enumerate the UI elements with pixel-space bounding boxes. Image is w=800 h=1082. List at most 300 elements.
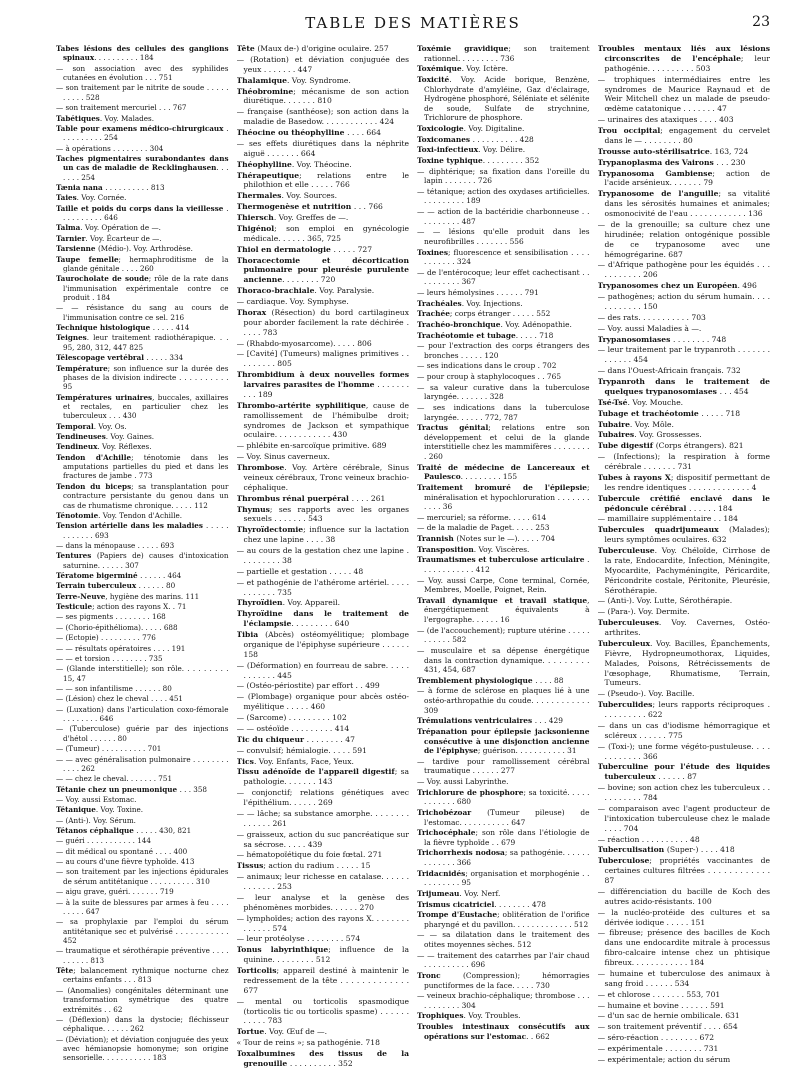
index-entry: Trompe d'Eustache; oblitération de l'orifice pharyngé et du pavillon. . . . . . . . . . . . . 512 (417, 910, 590, 929)
index-entry: Tendon du biceps; sa transplantation pour contracture persistante du genou dans un cas de rhumatisme chronique. . . . . 112 (56, 481, 229, 510)
index-entry: Toxicologie. Voy. Digitaline. (417, 124, 525, 133)
index-entry: — Voy. aussi Labyrinthe. (417, 777, 509, 786)
page-number: 23 (752, 14, 770, 30)
entry-headword: Tarsienne (56, 244, 98, 254)
index-entry: Traumatismes et tuberculose articulaire . . . . . . . . . . . . 412 (417, 555, 590, 574)
index-entry: Taurocholate de soude; rôle de la rate dans l'immunisation expérimentale contre ce produit . 184 (56, 274, 229, 302)
index-entry: — son traitement par le nitrite de soude . . . . . . . . . . 528 (56, 83, 229, 102)
entry-headword: Trypanoplasma des Vairons (597, 157, 717, 167)
entry-headword: Tronc (417, 970, 463, 980)
entry-headword: Thymus (236, 504, 270, 514)
index-entry: Tremblement physiologique . . . . 88 (417, 675, 564, 685)
index-entry: Trachéotomie et tubage. . . . . 718 (417, 330, 554, 340)
index-entry: — — sa dilatation dans le traitement des otites moyennes sèches. 512 (417, 930, 590, 949)
index-entry: — (Toxi-); une forme végéto-pustuleuse. . . . . . . . . . . . 366 (597, 741, 770, 761)
index-entry: Tubercules quadrijumeaux (Malades); leurs symptômes oculaires. 632 (597, 525, 770, 545)
index-entry: Taille et poids du corps dans la vieillesse . . . . . . . . . . 646 (56, 203, 229, 223)
index-entry: Tubage et trachéotomie . . . . . 718 (597, 408, 741, 418)
entry-headword: Tuberculisation (597, 845, 667, 855)
index-entry: Traitement bromuré de l'épilepsie; minéralisation et hypochloruration . . . . . . . . . . . 36 (417, 482, 590, 512)
index-entry: Thrombose. Voy. Artère cérébrale, Sinus veineux cérébraux, Tronc veineux brachio-céphalique. (236, 463, 409, 492)
index-entry: — phlébite en-sarcoïque primitive. 689 (236, 441, 387, 451)
index-entry: Trachéales. Voy. Injections. (417, 298, 523, 308)
index-entry: — (Lésion) chez le cheval . . . . 451 (56, 694, 183, 704)
index-entry: Teignes. leur traitement radiothérapique. . . 95, 280, 312, 447 825 (56, 333, 229, 352)
index-entry: — française (santhéose); son action dans la maladie de Basedow. . . . . . . . . . . . 424 (236, 107, 409, 127)
entry-headword: Trypanosome de l'anguille (597, 189, 719, 199)
entry-headword: Terrain tuberculeux (56, 581, 139, 591)
entry-headword: Trichorrhexis nodosa (417, 848, 505, 858)
entry-headword: Tendineux (56, 442, 98, 452)
index-entry: Tête (Maux de-) d'origine oculaire. 257 (236, 44, 389, 53)
entry-headword: Tétanique (56, 805, 96, 815)
index-entry: — — avec généralisation pulmonaire . . . . . . . . . . . . 262 (56, 754, 229, 773)
index-entry: — veineux brachio-céphalique; thrombose . . . . . . . . . . . 304 (417, 991, 590, 1010)
index-entry: — diphtérique; sa fixation dans l'oreille du lapin . . . . . . . 726 (417, 166, 590, 186)
index-entry: Tissus; action du radium . . . . . 15 (236, 861, 371, 871)
index-entry: — hématopoïétique du foie fœtal. 271 (236, 850, 383, 860)
index-entry: Thyroïdectomie; influence sur la lactation chez une lapine . . . . 38 (236, 525, 409, 545)
index-entry: — d'Afrique pathogène pour les équidés . . . . . . . . . . . 206 (597, 260, 770, 280)
entry-headword: Tics (236, 756, 254, 766)
index-entry: Trannish (Notes sur le —). . . . . 704 (417, 534, 555, 543)
index-entry: Trijumeau. Voy. Nerf. (417, 888, 501, 898)
index-entry: — (Chorio-épithélioma). . . . . 688 (56, 622, 178, 632)
index-entry: — au cours d'une fièvre typhoïde. 413 (56, 857, 195, 867)
index-entry: Tuberculose; propriétés vaccinantes de certaines cultures filtrées . . . . . . . . . . . . 87 (597, 856, 770, 885)
index-entry: — (Luxation) dans l'articulation coxo-fémorale . . . . . . . . 646 (56, 704, 229, 724)
index-entry: — au cours de la gestation chez une lapine . . . . . . . . . 38 (236, 546, 409, 565)
index-entry: Thalamique. Voy. Syndrome. (236, 75, 351, 85)
index-entry: Thrombus rénal puerpéral . . . . 261 (236, 493, 386, 503)
index-entry: Trachéo-bronchique. Voy. Adénopathie. (417, 319, 572, 329)
index-entry: — leur traitement par le trypanroth . . . . . . . . . . . . . 454 (597, 345, 770, 365)
index-entry: — son traitement par les injections épidurales de sérum antitétanique . . . . . . . . . . 310 (56, 867, 229, 886)
index-entry: Trépanation pour épilepsie jacksonienne consécutive à une disjonction ancienne de l'épiphyse; guérison. . . . . . . . . . . 31 (417, 726, 590, 756)
index-entry: — cardiaque. Voy. Symphyse. (236, 297, 349, 306)
index-entry: Tendineux. Voy. Réflexes. (56, 442, 152, 452)
index-entry: — tardive pour ramollissement cérébral traumatique . . . . . . 277 (417, 756, 590, 776)
entry-headword: Trépanation pour épilepsie jacksonienne consécutive à une disjonction ancienne de l'épiphyse (417, 726, 590, 756)
index-entry: — humaine et tuberculose des animaux à sang froid . . . . . . 534 (597, 968, 770, 988)
index-entry: Thrombo-artérite syphilitique, cause de ramollissement de l'hémibulbe droit; syndromes de Jackson et sympathique oculaire. . . . . . . . . . . . 430 (236, 400, 409, 440)
index-entry: — (Déviation); et déviation conjuguée des yeux avec hémianopsie homonyme; son origine sensorielle. . . . . . . . . . . 183 (56, 1034, 229, 1063)
index-entry: Théobromine; mécanisme de son action diurétique. . . . . . . 810 (236, 86, 409, 106)
entry-headword: Températures urinaires (56, 392, 153, 402)
index-entry: — (Anti-). Voy. Lutte, Sérothérapie. (597, 596, 733, 606)
index-entry: Tronc (Compression); hémorragies punctiformes de la face. . . . . 730 (417, 970, 590, 990)
index-entry: — partielle et gestation . . . . . 48 (236, 566, 364, 576)
index-entry: — Voy. Sinus caverneux. (236, 452, 330, 462)
entry-headword: Trompe d'Eustache (417, 910, 498, 920)
index-entry: Tridacnidés; organisation et morphogénie . . . . . . . . . . 95 (417, 868, 590, 888)
index-entry: — sa prophylaxie par l'emploi du sérum antitétanique sec et pulvérisé . . . . . . . . . . . 452 (56, 917, 229, 945)
entry-headword: Toxémique (417, 64, 462, 74)
index-entry: Tubaires. Voy. Grossesses. (597, 430, 702, 440)
index-entry: Trypanroth dans le traitement de quelques trypanosomiases . . . 454 (597, 377, 770, 396)
entry-headword: Toxicité (417, 74, 450, 84)
index-entry: Trypanoplasma des Vairons . . . 230 (597, 157, 746, 167)
index-entry: — trophiques intermédiaires entre les syndromes de Maurice Raynaud et de Weir Mitchell chez un malade de pseudo-œdème catatonique . . . . . . . 47 (597, 74, 770, 114)
entry-headword: Tremblement physiologique (417, 675, 536, 685)
entry-headword: Tuberculeuses (597, 618, 659, 628)
entry-headword: Tuberculeuse (597, 546, 655, 555)
entry-headword: Trophiques (417, 1011, 464, 1021)
index-entry: — à la suite de blessures par armes à feu . . . . . . . . . 647 (56, 897, 229, 916)
index-entry: — traumatique et sérothérapie préventive . . . . . . . . . . 813 (56, 946, 229, 965)
entry-headword: Traitement bromuré de l'épilepsie (417, 482, 587, 492)
entry-headword: Trichobézoar (417, 807, 488, 817)
index-entry: Télescopage vertébral . . . . . 334 (56, 353, 184, 363)
entry-headword: Toxines (417, 247, 449, 257)
index-entry: — sa valeur curative dans la tuberculose laryngée. . . . . . . 328 (417, 382, 590, 402)
index-entry: — dans un cas d'iodisme hémorragique et scléreux . . . . . . 775 (597, 720, 770, 740)
entry-headword: Thiol en dermatologie (236, 244, 334, 254)
running-title: TABLE DES MATIÈRES (305, 14, 521, 32)
index-entry: — comparaison avec l'agent producteur de l'intoxication tuberculeuse chez le malade . . . . 704 (597, 803, 770, 833)
index-entry: Thorax (Résection) du bord cartilagineux pour aborder facilement la rate déchirée . . . . . 783 (236, 307, 409, 337)
entry-headword: Transposition (417, 544, 474, 554)
entry-headword: Traité de médecine de Lancereaux et Paulesco (417, 462, 590, 482)
index-entry: Températures urinaires, buccales, axillaires et rectales, en particulier chez les tuberculeux . . . 430 (56, 392, 229, 421)
index-entry: — — chez le cheval. . . . . . . 751 (56, 774, 173, 784)
index-entry: Taupe femelle; hermaphroditisme de la glande génitale . . . . 260 (56, 254, 229, 273)
index-entry: Thrombidium à deux nouvelles formes larvaires parasites de l'homme . . . . . . . . . . 189 (236, 370, 409, 399)
index-entry: — fibreuse; présence des bacilles de Koch dans une endocardite mitrale à processus fibro-calcaire intense chez un phtisique fibreux. . . . . . . . . . . . 184 (597, 928, 770, 967)
index-entry: Théocine ou théophylline . . . . 664 (236, 128, 381, 137)
entry-headword: Thrombidium à deux nouvelles formes larvaires parasites de l'homme (236, 370, 409, 389)
index-entry: Toxémique. Voy. Ictère. (417, 64, 508, 74)
index-entry: — Voy. aussi Maladies à —. (597, 323, 702, 333)
index-entry: Trismus cicatriciel. . . . . . . . 478 (417, 899, 546, 909)
index-entry: Trypanosome de l'anguille; sa vitalité dans les sérosités humaines et animales; osmonocivité de l'eau . . . . . . . . . . . . 136 (597, 189, 770, 218)
index-entry: Toxémie gravidique; son traitement rationnel. . . . . . . . . 736 (417, 44, 590, 63)
index-entry: — (Ectopie) . . . . . . . . . 776 (56, 633, 156, 643)
index-entry: — dans l'Ouest-Africain français. 732 (597, 366, 741, 376)
entry-headword: Tractus génital (417, 423, 489, 433)
index-entry: Thermales. Voy. Sources. (236, 191, 338, 201)
index-entry: Taches pigmentaires surabondantes dans un cas de maladie de Recklinghausen. . . . . . . 254 (56, 153, 229, 182)
index-entry: — de la grenouille; sa culture chez une hirudinée; relation ontogénique possible de ce trypanosome avec une hémogrégarine. 687 (597, 219, 770, 259)
entry-headword: Trachéotomie et tubage (417, 330, 516, 340)
entry-headword: Thrombose (236, 463, 285, 472)
index-entry: Tendon d'Achille; ténotomie dans les amputations partielles du pied et dans les fractures de jambe . 773 (56, 452, 229, 481)
index-entry: Tératome bigerminé . . . . . . 464 (56, 571, 182, 581)
index-entry: — expérimentale . . . . . . . . 731 (597, 1044, 719, 1053)
entry-headword: Thrombo-artérite syphilitique (236, 400, 366, 410)
entry-headword: Tortue (236, 1027, 265, 1037)
entry-headword: Tridacnidés (417, 868, 466, 878)
index-entry: — d'un sac de hernie ombilicale. 631 (597, 1011, 740, 1021)
index-entry: Terrain tuberculeux . . . . . . 80 (56, 581, 176, 591)
index-entry: Taies. Voy. Cornée. (56, 193, 127, 203)
entry-headword: Thalamique (236, 75, 287, 85)
index-entry: Toxine typhique. . . . . . . . . 352 (417, 155, 540, 165)
index-entry: Traité de médecine de Lancereaux et Paulesco. . . . . . . . . 155 (417, 462, 590, 482)
entry-headword: Taies (56, 193, 77, 203)
entry-headword: Thyroïdien (236, 598, 283, 608)
index-entry: Trémulations ventriculaires . . . 429 (417, 716, 563, 726)
index-entry: Testicule; action des rayons X. . 71 (56, 602, 187, 612)
entry-headword: Thorax (236, 307, 272, 317)
index-entry: Torticolis; appareil destiné à maintenir le redressement de la tête . . . . . . . . . . . . . 677 (236, 966, 409, 995)
entry-headword: Tubaire (597, 419, 630, 429)
index-entry: Tubaire. Voy. Môle. (597, 419, 674, 429)
index-entry: Tics. Voy. Enfants, Face, Yeux. (236, 756, 354, 766)
index-entry: Thoraco-brachiale. Voy. Paralysie. (236, 286, 375, 296)
index-entry: — (Tumeur) . . . . . . . . . . 701 (56, 744, 162, 754)
index-entry: Thymus; ses rapports avec les organes sexuels . . . . . . . 543 (236, 504, 409, 524)
index-entry: Thyroïdine dans le traitement de l'éclampsie. . . . . . . . . 640 (236, 609, 409, 629)
entry-headword: Toxine typhique (417, 155, 483, 165)
index-entry: Trophiques. Voy. Troubles. (417, 1011, 521, 1021)
index-entry: Tétanique. Voy. Toxine. (56, 805, 144, 815)
index-entry: Transposition. Voy. Viscères. (417, 544, 530, 554)
index-entry: — à forme de sclérose en plaques lié à une ostéo-arthropathie du coude. . . . . . . . . . . . 309 (417, 686, 590, 715)
entry-headword: Tête (56, 966, 74, 976)
entry-headword: Terre-Neuve (56, 591, 106, 601)
index-entry: — (Rhabdo-myosarcome). . . . . 806 (236, 338, 372, 348)
index-entry: — (Infections); la respiration à forme cérébrale . . . . . . . 731 (597, 452, 770, 471)
entry-headword: Troubles intestinaux consécutifs aux opérations sur l'estomac (417, 1022, 590, 1041)
index-entry: Tissu adénoïde de l'appareil digestif; sa pathologie. . . . . . . 143 (236, 767, 409, 787)
index-entry: — — et torsion . . . . . . . . 735 (56, 653, 163, 663)
index-entry: — (Anomalies) congénitales déterminant une transformation symétrique des quatre extrémités . . 62 (56, 985, 229, 1014)
entry-headword: Thoracectomie et décortication pulmonaire pour pleurésie purulente ancienne (236, 255, 409, 285)
entry-headword: Tabes lésions des cellules des ganglions spinaux (56, 44, 229, 63)
index-entry: — son traitement mercuriel . . . 767 (56, 103, 187, 113)
index-entry: Trypanosoma Gambiense; action de l'acide arsénieux. . . . . . . 79 (597, 168, 770, 188)
index-entry: Thigénol; son emploi en gynécologie médicale. . . . . . 365, 725 (236, 223, 409, 243)
entry-headword: Toxémie gravidique (417, 44, 509, 53)
entry-headword: Technique histologique (56, 323, 153, 333)
entry-headword: Tissus (236, 861, 264, 871)
index-entry: Tentures (Papiers de) causes d'intoxication saturnine. . . . . . 307 (56, 551, 229, 570)
index-entry: — pour l'extraction des corps étrangers des bronches . . . . . 120 (417, 341, 590, 360)
index-entry: — animaux; leur richesse en catalase. . . . . . . . . . . . . 253 (236, 872, 409, 891)
index-entry: — ses effets diurétiques dans la néphrite aiguë . . . . . . . 664 (236, 138, 409, 158)
entry-headword: Troubles mentaux liés aux lésions circonscrites de l'encéphale (597, 44, 770, 63)
entry-headword: Torticolis (236, 966, 277, 975)
index-entry: Tétanos céphalique . . . . . 430, 821 (56, 826, 192, 836)
index-entry: Trichocéphale; son rôle dans l'étiologie de la fièvre typhoïde . . 679 (417, 828, 590, 847)
index-column-2 (237, 44, 410, 1074)
index-entry: — leur analyse et la genèse des phénomènes morbides. . . . . . 270 (236, 892, 409, 912)
entry-headword: Trousse auto-stérilisatrice (597, 146, 710, 156)
index-entry: Table pour examens médico-chirurgicaux . . . . . . . . . . 254 (56, 123, 229, 143)
entry-headword: Thigénol (236, 223, 275, 233)
entry-headword: Teignes (56, 333, 87, 343)
entry-headword: Trichocéphale (417, 828, 476, 838)
index-entry: Trousse auto-stérilisatrice. 163, 724 (597, 146, 749, 156)
index-entry: Trichorrhexis nodosa; sa pathogénie. . . . . . . . . . . . . 366 (417, 848, 590, 867)
entry-headword: Tænia nana (56, 183, 106, 193)
entry-headword: Tabétiques (56, 113, 100, 123)
index-entry: Tic du chiqueur . . . . . . . . 47 (236, 734, 355, 744)
index-entry: Toxines; fluorescence et sensibilisation . . . . . . . . . . . 324 (417, 247, 590, 267)
entry-headword: Toxalbumines des tissus de la grenouille (236, 1049, 409, 1068)
entry-headword: Tsé-Tsé (597, 397, 628, 407)
index-entry: — humaine et bovine . . . . . . 591 (597, 1000, 725, 1010)
index-entry: — (de l'accouchement); rupture utérine . . . . . . . . . . . 582 (417, 625, 590, 645)
index-entry: Temporal. Voy. Os. (56, 421, 127, 431)
entry-headword: Ténotomie (56, 510, 99, 520)
index-entry: — (Plombage) organique pour abcès ostéo-myélitique . . . . . 460 (236, 692, 409, 712)
entry-headword: Théocine ou théophylline (236, 128, 348, 137)
index-entry: Troubles intestinaux consécutifs aux opérations sur l'estomac. . 662 (417, 1022, 590, 1041)
index-entry: Température; son influence sur la durée des phases de la division indirecte . . . . . . . . . . 95 (56, 363, 229, 392)
index-entry: Tarsienne (Médio-). Voy. Arthrodèse. (56, 244, 193, 254)
index-entry: Tuberculine pour l'étude des liquides tuberculeux . . . . . . 87 (597, 762, 770, 782)
index-entry: Tension artérielle dans les maladies . . . . . . . . . . . . 693 (56, 521, 229, 540)
index-entry: — — ostéoïde . . . . . . . . . 414 (236, 723, 350, 733)
index-entry: — et pathogénie de l'athérome artériel. . . . . . . . . . . . 735 (236, 577, 409, 597)
entry-headword: Tétanie chez un pneumonique (56, 784, 180, 794)
index-column-3 (417, 44, 590, 1074)
index-entry: — mamillaire supplémentaire . . 184 (597, 514, 738, 524)
index-entry: — ses pigments . . . . . . . . 168 (56, 612, 166, 622)
index-entry: — leurs hémolysines . . . . . . 791 (417, 288, 539, 297)
index-entry: Tuberculisation (Super-) . . . . 418 (597, 845, 735, 855)
entry-headword: Température (56, 363, 108, 373)
entry-headword: Thyroïdectomie (236, 525, 304, 535)
entry-headword: Taches pigmentaires surabondantes dans un cas de maladie de Recklinghausen (56, 153, 229, 173)
entry-headword: Théobromine (236, 86, 294, 96)
index-entry: — — son infantilisme . . . . . . 80 (56, 684, 172, 693)
index-entry: — des rats. . . . . . . . . . . 703 (597, 312, 706, 322)
entry-headword: Toxi-infectieux (417, 145, 479, 155)
entry-headword: Tissu adénoïde de l'appareil digestif (236, 767, 395, 777)
index-entry: Tabétiques. Voy. Malades. (56, 113, 154, 123)
entry-headword: Trou occipital (597, 126, 661, 135)
index-entry: — à opérations . . . . . . . . 304 (56, 143, 164, 153)
index-entry: — tétanique; action des oxydases artificielles. . . . . . . . . . 189 (417, 186, 590, 206)
entry-headword: Tératome bigerminé (56, 571, 141, 581)
index-entry: Trichobézoar (Tumeur pileuse) de l'estomac. . . . . . . . . . . 647 (417, 807, 590, 827)
entry-headword: Tuberculides (597, 700, 653, 710)
index-entry: — (Pseudo-). Voy. Bacille. (597, 689, 695, 699)
entry-headword: Thiersch (236, 213, 274, 222)
index-entry: — Voy. aussi Carpe, Cone terminal, Cornée, Membres, Moelle, Poignet, Rein. (417, 575, 590, 595)
index-entry: Thiol en dermatologie . . . . . 727 (236, 244, 373, 254)
entry-headword: Travail dynamique et travail statique (417, 595, 588, 605)
index-entry: Tænia nana . . . . . . . . . . 813 (56, 183, 165, 193)
index-entry: — réaction . . . . . . . . . . 48 (597, 834, 700, 844)
index-entry: — la nucléo-protéide des cultures et sa dérivée iodique . . . . . 151 (597, 907, 770, 927)
index-entry: — Voy. aussi Estomac. (56, 794, 137, 804)
index-entry: — (Déflexion) dans la dystocie; fléchisseur céphalique. . . . . . 262 (56, 1014, 229, 1034)
entry-headword: Tarnier (56, 233, 86, 243)
entry-headword: Tension artérielle dans les maladies (56, 521, 206, 531)
index-entry: Tonus labyrinthique; influence de la quinine. . . . . . . . . 512 (236, 945, 409, 965)
page-header (56, 14, 770, 40)
index-entry: — (Sarcome) . . . . . . . . . 102 (236, 713, 347, 722)
index-entry: — mental ou torticolis spasmodique (torticolis tic ou torticolis spasme) . . . . . . . . . . . 783 (236, 996, 409, 1026)
index-entry: — ses indications dans la tuberculose laryngée. . . . . . 772, 787 (417, 402, 590, 422)
index-entry: Tubes à rayons X; dispositif permettant de les rendre identiques . . . . . . . . . . . . . 4 (597, 472, 770, 492)
entry-headword: Thérapeutique (236, 170, 300, 180)
entry-headword: Taille et poids du corps dans la vieillesse (56, 203, 227, 213)
entry-headword: Talma (56, 223, 81, 233)
index-entry: — convulsif; hémialogie. . . . . 591 (236, 745, 367, 755)
index-entry: Tibia (Abcès) ostéomyélitique; plombage organique de l'épiphyse supérieure . . . . . . 158 (236, 630, 409, 659)
index-entry: — ses indications dans le croup . 702 (417, 361, 557, 371)
index-entry: — leur protéolyse . . . . . . . . 574 (236, 934, 361, 944)
index-entry: — pathogènes; action du sérum humain. . . . . . . . . . . . 150 (597, 292, 770, 311)
index-entry: — dit médical ou spontané . . . . 400 (56, 846, 188, 856)
index-entry: Toxicité. Voy. Acide borique, Benzène, Chlorhydrate d'amyléine, Gaz d'éclairage, Hydrogène phosphoré, Séléniate et sélénite de soude, Sulfate de strychnine, Trichlorure de phosphore. (417, 74, 590, 123)
index-entry: — séro-réaction . . . . . . . . 672 (597, 1033, 715, 1043)
index-entry: — — traitement des catarrhes par l'air chaud . . . . . . . . . . 696 (417, 950, 590, 970)
index-entry: — musculaire et sa dépense énergétique dans la contraction dynamique. . . . . . . . . 431, 454, 687 (417, 645, 590, 675)
index-entry: Toxicomanes . . . . . . . . . . 428 (417, 134, 534, 144)
entry-headword: Trypanosoma Gambiense (597, 168, 713, 178)
index-entry: — (Rotation) et déviation conjuguée des yeux . . . . . . . 447 (236, 54, 409, 74)
entry-headword: Tuberculeux (597, 638, 651, 648)
index-entry: Toxalbumines des tissus de la grenouille . . . . . . . . . . 352 (236, 1049, 409, 1068)
index-entry: — — résultats opératoires . . . . 191 (56, 643, 186, 653)
index-entry: — lymphoïdes; action des rayons X. . . . . . . . . . . . . . 574 (236, 913, 409, 933)
index-entry: — urinaires des ataxiques . . . . 403 (597, 115, 734, 125)
entry-headword: Trémulations ventriculaires (417, 716, 535, 726)
entry-headword: Trachéales (417, 298, 462, 308)
index-entry: — et chlorose . . . . . . . 553, 701 (597, 989, 721, 999)
index-entry: Trypanosomes chez un Européen. 496 (597, 281, 757, 291)
entry-headword: Trannish (417, 534, 457, 543)
index-entry: Terre-Neuve, hygiène des marins. 111 (56, 591, 200, 601)
entry-headword: Testicule (56, 602, 93, 612)
index-entry: — bovine; son action chez les tuberculeux . . . . . . . . . . 784 (597, 783, 770, 802)
index-entry: Troubles mentaux liés aux lésions circonscrites de l'encéphale; leur pathogénie. . . . . . . . . . 503 (597, 44, 770, 73)
entry-headword: Taurocholate de soude (56, 274, 149, 284)
index-entry: Tête; balancement rythmique nocturne chez certains enfants . . . 813 (56, 966, 229, 985)
entry-headword: Tuberculine pour l'étude des liquides tuberculeux (597, 762, 770, 782)
index-entry: Tétanie chez un pneumonique . . . 358 (56, 784, 207, 794)
index-entry: Tuberculeux. Voy. Bacilles, Épanchements, Fièvre, Hydropneumothorax, Liquides, Malades, Poisons, Rétrécissements de l'œsophage, Rhumatisme, Terrain, Tumeurs. (597, 638, 770, 688)
entry-headword: Tubaires (597, 430, 635, 440)
entry-headword: Tentures (56, 551, 97, 561)
index-entry: Ténotomie. Voy. Tendon d'Achille. (56, 510, 183, 520)
index-entry: Travail dynamique et travail statique, énergétiquement équivalents à l'ergographe. . . . . . 16 (417, 595, 590, 624)
entry-headword: Temporal (56, 421, 94, 431)
entry-headword: Thoraco-brachiale (236, 286, 315, 296)
index-entry: Tarnier. Voy. Écarteur de —. (56, 233, 162, 243)
entry-headword: Trypanosomiases (597, 334, 674, 344)
index-entry: — expérimentale; action du sérum (597, 1054, 731, 1064)
entry-headword: Table pour examens médico-chirurgicaux (56, 123, 227, 133)
index-entry: — (Para-). Voy. Dermite. (597, 607, 690, 617)
index-column-4 (598, 44, 771, 1074)
index-entry: Tube digestif (Corps étrangers). 821 (597, 441, 744, 451)
index-column-1 (56, 44, 229, 1074)
index-entry: Tractus génital; relations entre son développement et celui de la glande interstitielle chez les mammifères . . . . . . . . . 260 (417, 423, 590, 461)
index-entry: Théophylline. Voy. Théocine. (236, 159, 352, 169)
entry-headword: Tendineuses (56, 432, 106, 442)
index-entry: — (Ostéo-périostite) par effort . . 499 (236, 681, 380, 691)
index-entry: — conjonctif; relations génétiques avec l'épithélium. . . . . . 269 (236, 788, 409, 807)
entry-headword: Trypanosomes chez un Européen (597, 281, 738, 291)
entry-headword: Toxicologie (417, 124, 464, 133)
entry-headword: Thrombus rénal puerpéral (236, 493, 352, 503)
index-entry: — (Glande interstitielle); son rôle. . . . . . . . . 15, 47 (56, 664, 229, 683)
entry-headword: Tube digestif (597, 441, 656, 451)
index-entry: Tuberculeuses. Voy. Cavernes, Ostéo-arthrites. (597, 618, 770, 637)
index-entry: Trachée; corps étranger . . . . . 552 (417, 309, 551, 319)
index-entry: — de l'entérocoque; leur effet cachectisant . . . . . . . . . . 367 (417, 267, 590, 287)
entry-headword: Trypanroth dans le traitement de quelques trypanosomiases (597, 377, 770, 396)
index-entry: — (Déformation) en fourreau de sabre. . . . . . . . . . . . 445 (236, 660, 409, 680)
entry-headword: Trismus cicatriciel (417, 899, 495, 909)
